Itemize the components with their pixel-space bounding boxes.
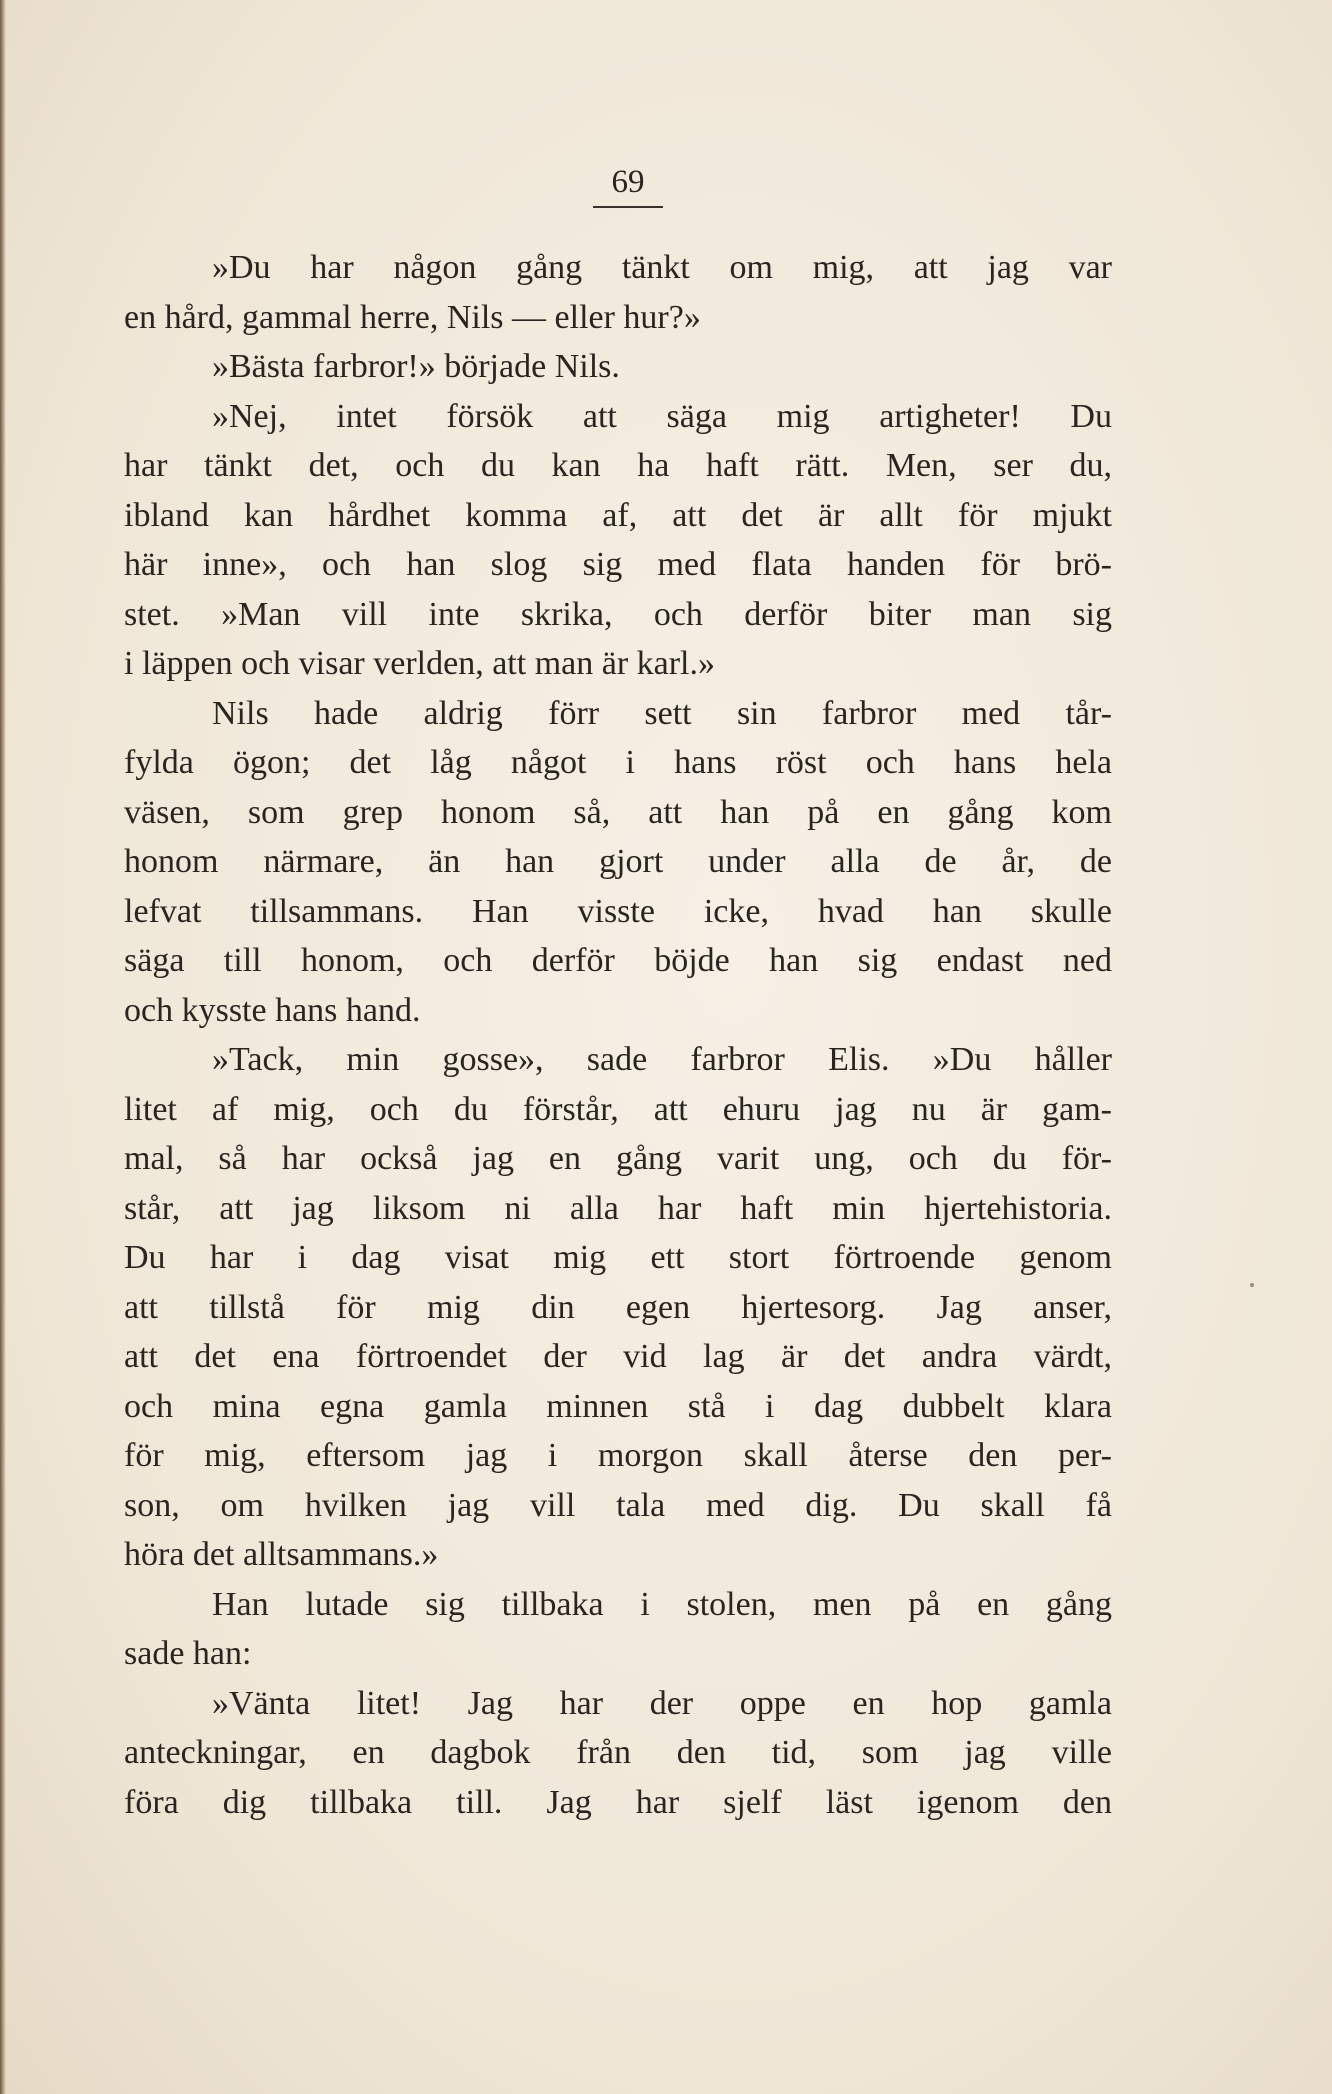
text-line: mal, så har också jag en gång varit ung, och du för- — [124, 1140, 1112, 1177]
text-line: sade han: — [124, 1635, 252, 1672]
text-line: en hård, gammal herre, Nils — eller hur?» — [124, 298, 701, 336]
text-line: att det ena förtroendet der vid lag är det andra värdt, — [124, 1338, 1112, 1375]
text-line: »Tack, min gosse», sade farbror Elis. »Du håller — [212, 1041, 1112, 1078]
text-line: för mig, eftersom jag i morgon skall återse den per- — [124, 1437, 1112, 1474]
page-spine-edge — [0, 0, 6, 2094]
body-text — [124, 243, 1112, 1827]
text-line: säga till honom, och derför böjde han sig endast ned — [124, 942, 1112, 979]
text-line: väsen, som grep honom så, att han på en gång kom — [124, 793, 1112, 831]
page-number: 69 — [593, 160, 663, 208]
text-line: anteckningar, en dagbok från den tid, som jag ville — [124, 1734, 1112, 1771]
text-line: och kysste hans hand. — [124, 991, 421, 1029]
text-line: föra dig tillbaka till. Jag har sjelf läst igenom den — [124, 1783, 1112, 1821]
text-line: stet. »Man vill inte skrika, och derför biter man sig — [124, 595, 1112, 633]
text-line: ibland kan hårdhet komma af, att det är allt för mjukt — [124, 496, 1112, 534]
text-line: honom närmare, än han gjort under alla de år, de — [124, 843, 1112, 880]
text-line: »Vänta litet! Jag har der oppe en hop gamla — [212, 1684, 1112, 1722]
text-line: litet af mig, och du förstår, att ehuru jag nu är gam- — [124, 1090, 1112, 1128]
text-line: lefvat tillsammans. Han visste icke, hvad han skulle — [124, 892, 1112, 930]
text-line: Du har i dag visat mig ett stort förtroende genom — [124, 1239, 1112, 1276]
text-line: i läppen och visar verlden, att man är karl.» — [124, 645, 715, 682]
paper-speck — [1250, 1283, 1254, 1287]
text-line: att tillstå för mig din egen hjertesorg. Jag anser, — [124, 1288, 1112, 1326]
text-line: »Du har någon gång tänkt om mig, att jag var — [212, 249, 1112, 286]
text-line: »Nej, intet försök att säga mig artigheter! Du — [212, 397, 1112, 435]
text-line: och mina egna gamla minnen stå i dag dubbelt klara — [124, 1387, 1112, 1425]
text-line: står, att jag liksom ni alla har haft min hjertehistoria. — [124, 1189, 1112, 1227]
text-line: »Bästa farbror!» började Nils. — [212, 348, 620, 385]
text-line: höra det alltsammans.» — [124, 1536, 439, 1573]
text-line: son, om hvilken jag vill tala med dig. Du skall få — [124, 1486, 1112, 1524]
text-line: fylda ögon; det låg något i hans röst och hans hela — [124, 744, 1112, 781]
text-line: Nils hade aldrig förr sett sin farbror med tår- — [212, 694, 1112, 732]
text-line: har tänkt det, och du kan ha haft rätt. Men, ser du, — [124, 447, 1112, 484]
text-line: Han lutade sig tillbaka i stolen, men på en gång — [212, 1585, 1112, 1623]
text-line: här inne», och han slog sig med flata handen för brö- — [124, 546, 1112, 583]
